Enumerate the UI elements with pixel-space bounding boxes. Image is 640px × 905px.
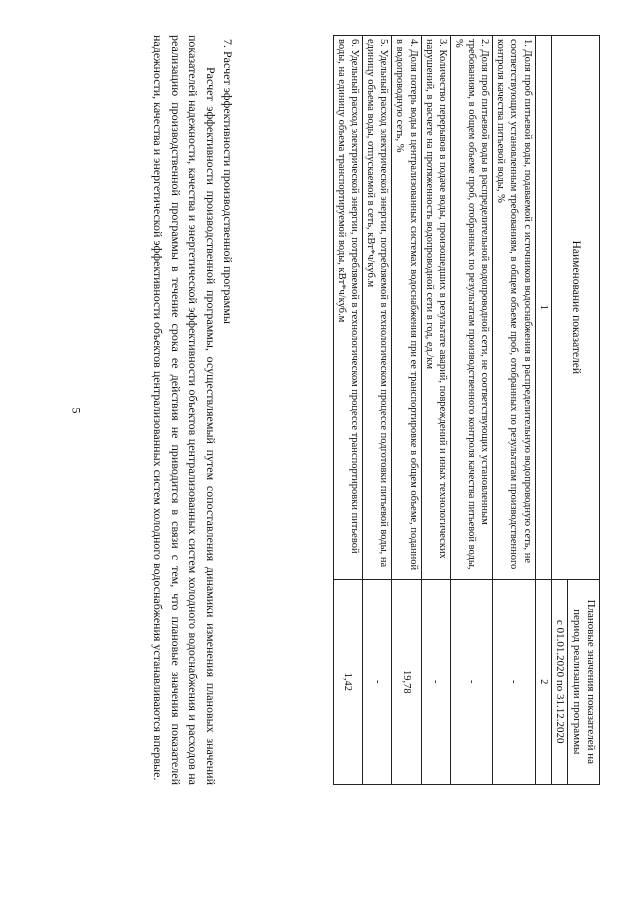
indicator-value: - <box>493 579 535 784</box>
indicators-table <box>333 35 600 785</box>
indicator-name: 5. Удельный расход электрической энергии, потребляемой в технологическом процессе подготовки питьевой воды, на единицу объема воды, отпускаемой в сеть, кВт*ч/куб.м <box>363 36 392 580</box>
page-number: 5 <box>69 407 84 414</box>
indicator-name: 2. Доля проб питьевой воды в распределительной водопроводной сети, не соответствующих установленным требованиям, в общем объеме проб, отобранных по результатам производственного контроля качества питьевой воды, % <box>450 36 492 580</box>
table-row <box>363 36 392 785</box>
table-row <box>450 36 492 785</box>
table-row <box>333 36 362 785</box>
indicator-name: 1. Доля проб питьевой воды, подаваемой с источников водоснабжения в распределительную водопроводную сеть, не соответствующих установленным требованиям, в общем объеме проб, отобранных по результатам производственного контроля качества питьевой воды, % <box>493 36 535 580</box>
column-number-row <box>535 36 551 785</box>
indicator-value: - <box>363 579 392 784</box>
table-row <box>421 36 450 785</box>
column-number: 1 <box>535 36 551 580</box>
header-planned-values: Плановые значения показателей на период реализации программы <box>568 579 600 784</box>
indicator-value: 1,42 <box>333 579 362 784</box>
indicator-value: - <box>421 579 450 784</box>
indicator-value: - <box>450 579 492 784</box>
header-period: с 01.01.2020 по 31.12.2020 <box>551 579 568 784</box>
rotated-page-content <box>40 35 600 825</box>
table-row <box>392 36 421 785</box>
indicator-name: 6. Удельный расход электрической энергии, потребляемой в технологическом процессе транспортировки питьевой воды, на единицу объема транспортируемой воды, кВт*ч/куб.м <box>333 36 362 580</box>
indicator-name: 4. Доля потерь воды в централизованных системах водоснабжения при ее транспортировке в общем объеме, поданной в водопроводную сеть, % <box>392 36 421 580</box>
indicator-value: 19,78 <box>392 579 421 784</box>
indicator-name: 3. Количество перерывов в подаче воды, произошедших в результате аварий, повреждений и иных технологических нарушений, в расчете на протяженность водопроводной сети в год, ед./км <box>421 36 450 580</box>
header-indicator-name: Наименование показателей <box>551 36 599 580</box>
section-title: 7. Расчет эффективности производственной программы <box>221 39 235 324</box>
column-number: 2 <box>535 579 551 784</box>
table-header-row <box>568 36 600 785</box>
section-body: Расчет эффективности производственной программы, осуществляемый путем сопоставления динамики изменения плановых значений показателей надежности, качества и энергетической эффективности объектов централизованных систем холодного водоснабжения и расходов на реализацию производственной программы в течение срока ее действия не приводится в связи с тем, что плановые значения показателей надежности, качества и энергетической эффективности объектов централизованных систем холодного водоснабжения устанавливаются впервые. <box>151 35 218 785</box>
efficiency-section <box>149 35 236 785</box>
table-row <box>493 36 535 785</box>
